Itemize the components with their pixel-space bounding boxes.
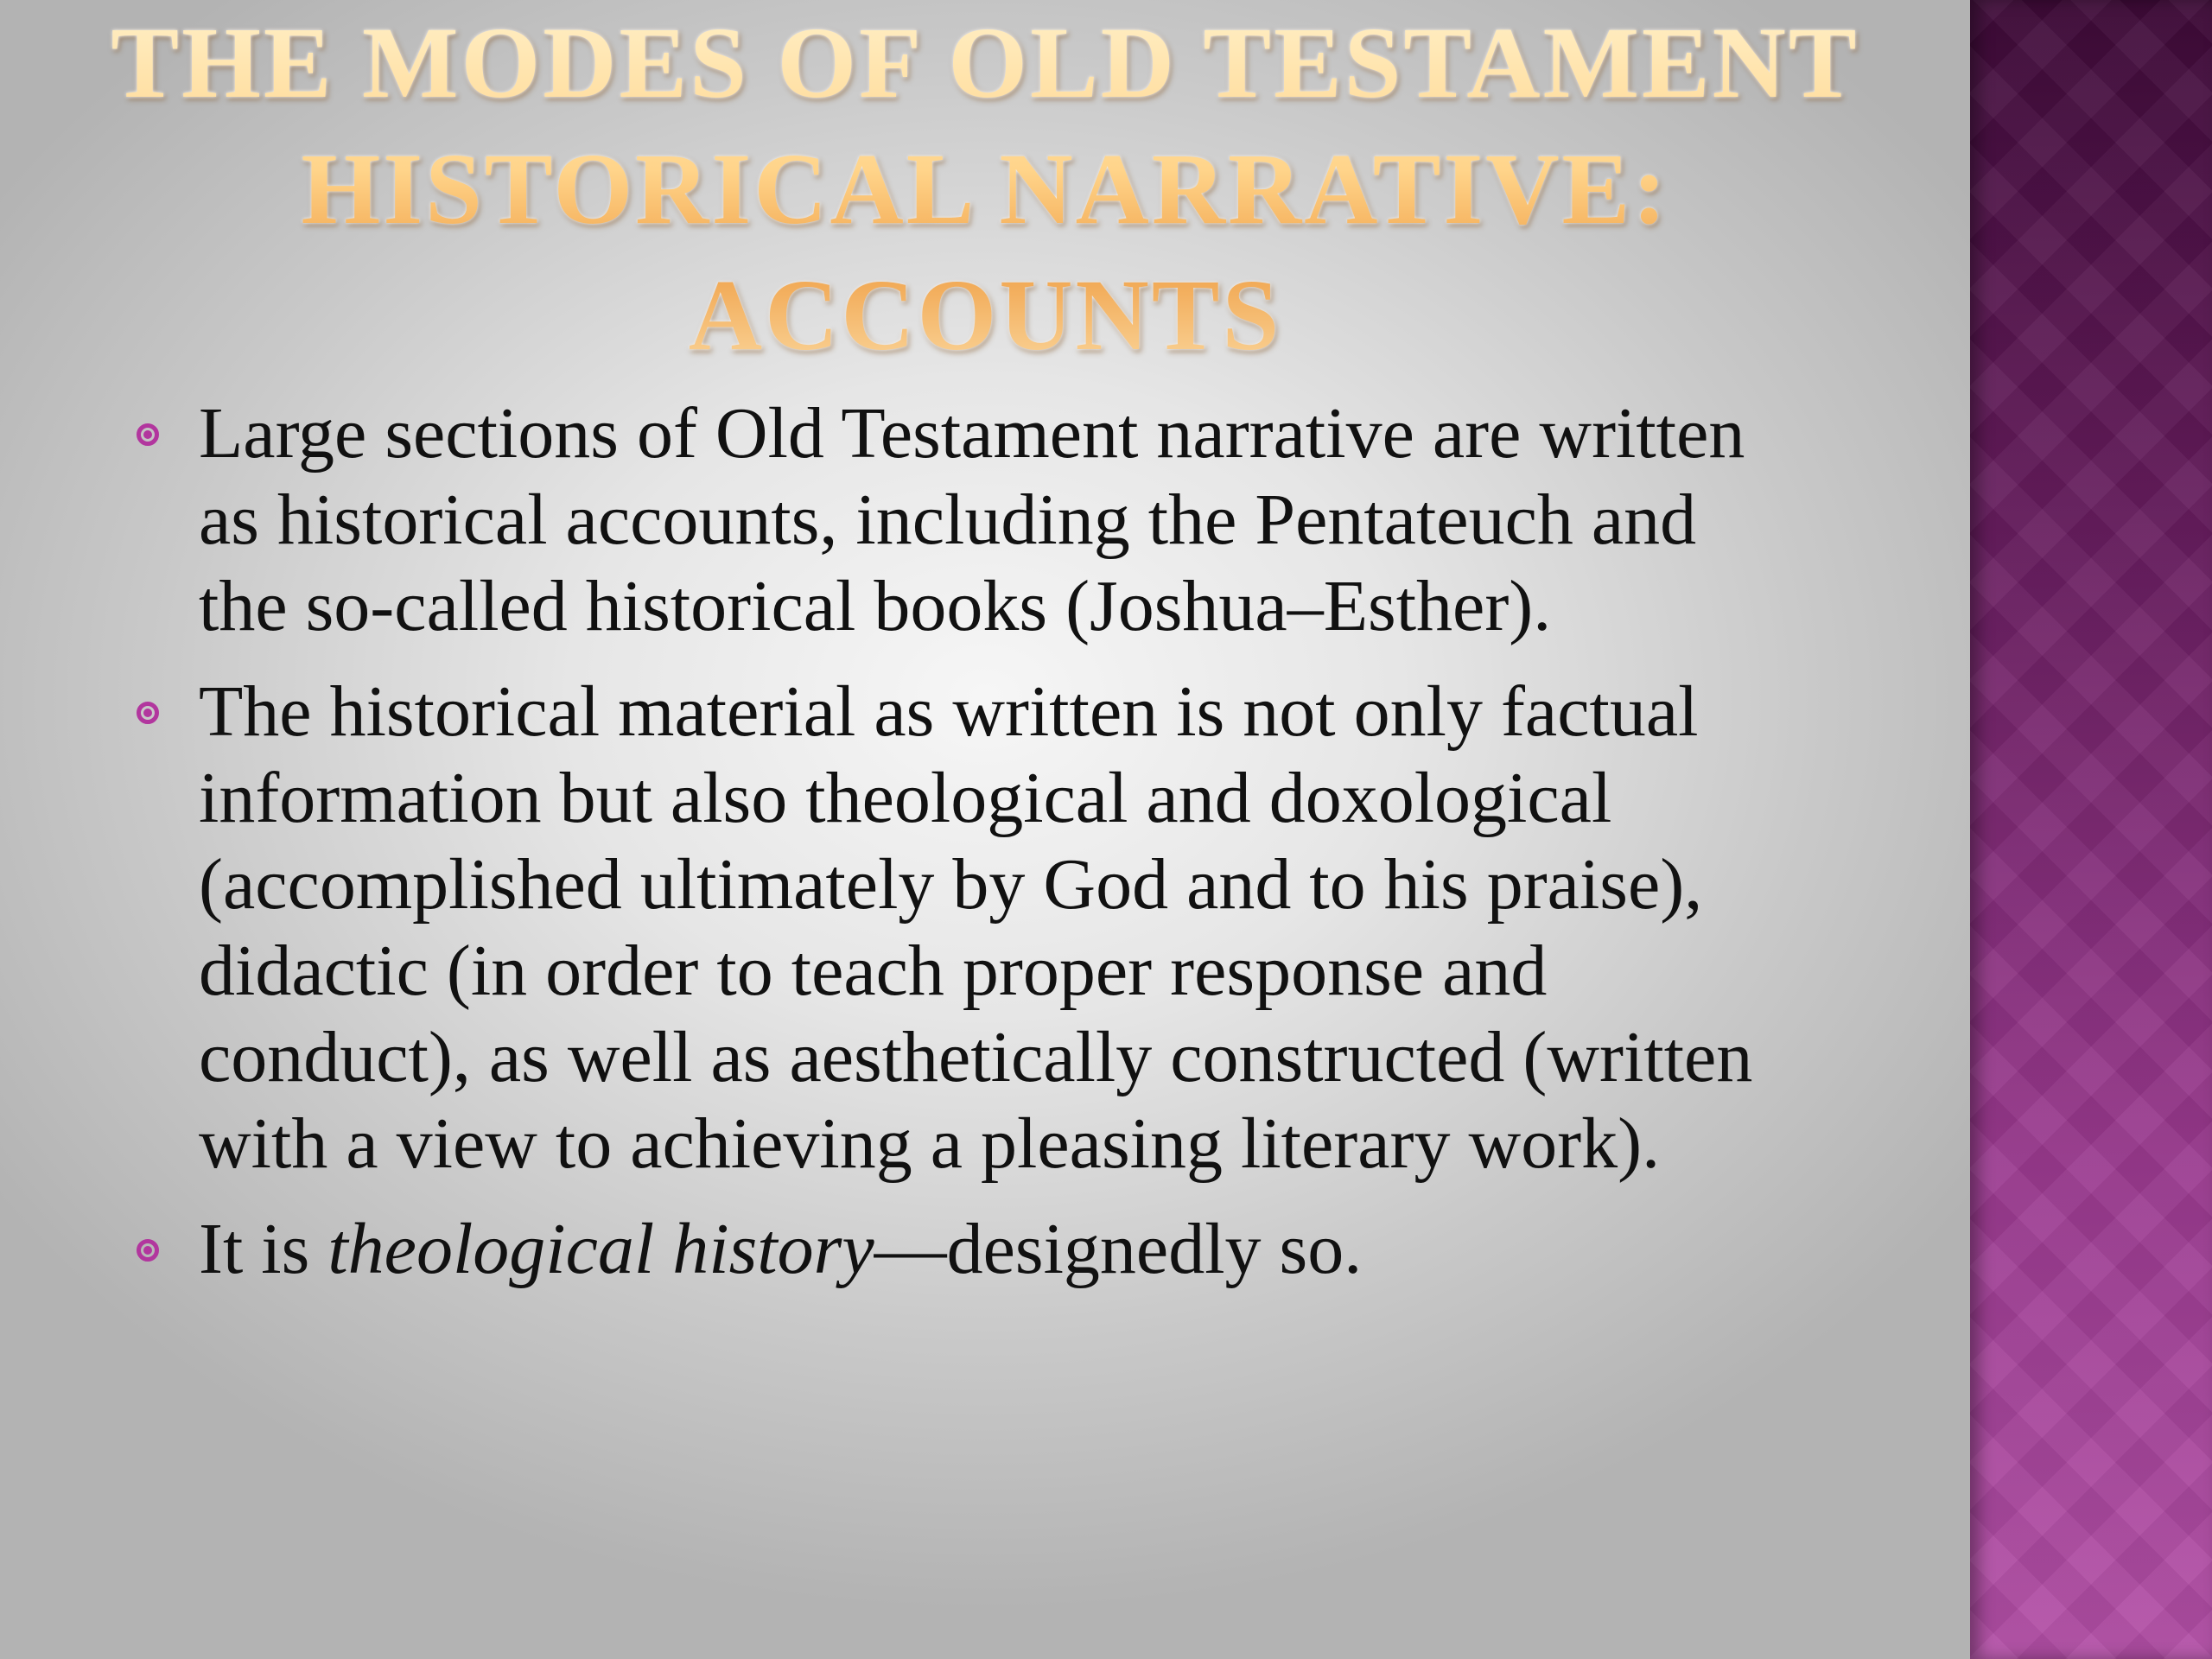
bullet-list [130,391,1789,1312]
decorative-side-panel [1970,0,2212,1659]
bullet-item [130,1206,1789,1293]
bullet-item [130,391,1789,650]
slide-title [104,0,1866,378]
title-line-3: ACCOUNTS [688,258,1282,372]
bullet-text: Large sections of Old Testament narrative are written as historical accounts, including the Pentateuch and the so-called historical books (Joshua–Esther). [199,393,1745,646]
bullet-text: The historical material as written is not only factual information but also theological and doxological (accomplished ultimately by God and to his praise), didactic (in order to teach proper response and conduct), as well as aesthetically constructed (written with a view to achieving a pleasing literary work). [199,671,1753,1184]
title-line-2: HISTORICAL NARRATIVE: [301,132,1669,245]
circle-bullet-icon [137,1239,159,1262]
circle-bullet-icon [137,702,159,724]
title-line-1: THE MODES OF OLD TESTAMENT [111,6,1859,119]
bullet-text-emphasis: theological history [327,1209,874,1289]
bullet-item [130,669,1789,1187]
bullet-text-end: —designedly so. [874,1209,1363,1289]
bullet-text-start: It is [199,1209,328,1289]
circle-bullet-icon [137,423,159,446]
